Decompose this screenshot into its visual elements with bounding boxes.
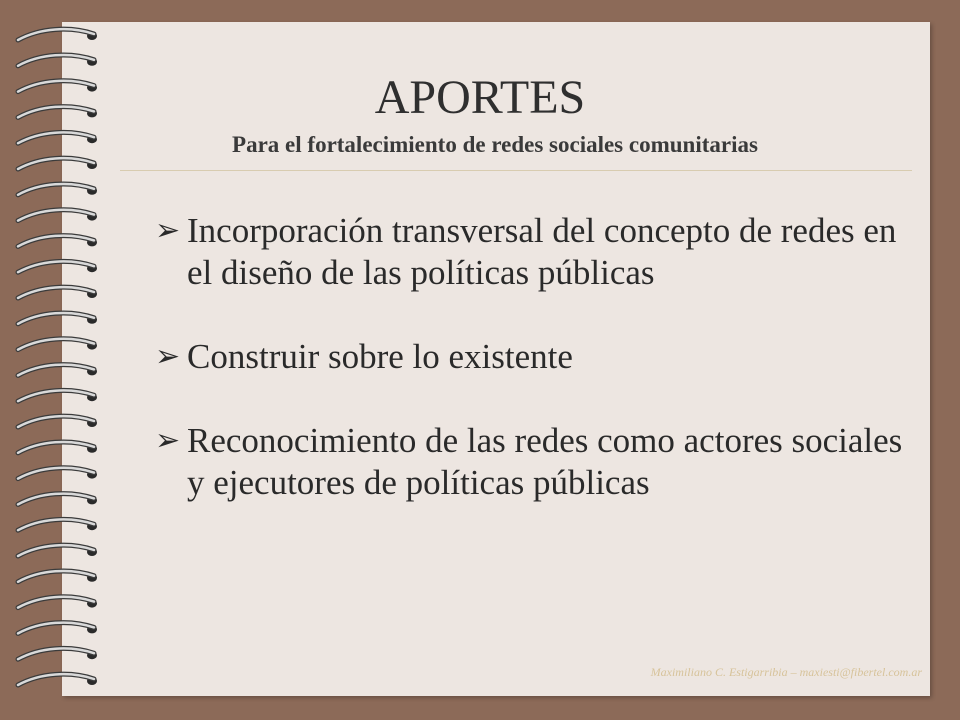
arrow-bullet-icon: ➢ — [155, 213, 181, 248]
spiral-ring-icon — [18, 442, 97, 453]
bullet-item — [155, 420, 925, 504]
spiral-ring-icon — [18, 519, 97, 530]
spiral-ring-icon — [18, 674, 97, 685]
bullet-text: Construir sobre lo existente — [187, 337, 573, 376]
slide-subtitle: Para el fortalecimiento de redes sociales comunitarias — [232, 132, 758, 157]
bullet-text: Reconocimiento de las redes como actores sociales y ejecutores de políticas públicas — [187, 421, 903, 502]
bullet-item — [155, 336, 925, 378]
spiral-ring-icon — [18, 545, 97, 556]
spiral-ring-icon — [18, 184, 97, 195]
spiral-ring-icon — [18, 416, 97, 427]
slide-title: APORTES — [374, 71, 586, 124]
spiral-ring-icon — [18, 287, 97, 298]
spiral-ring-icon — [18, 365, 97, 376]
spiral-ring-icon — [18, 494, 97, 505]
spiral-ring-icon — [18, 236, 97, 247]
slide-footer: Maximiliano C. Estigarribia – maxiesti@fibertel.com.ar — [650, 665, 922, 679]
bullet-text: Incorporación transversal del concepto de redes en el diseño de las políticas públicas — [187, 211, 897, 292]
spiral-ring-icon — [18, 29, 97, 40]
bullet-item — [155, 210, 925, 294]
spiral-ring-icon — [18, 390, 97, 401]
spiral-ring-icon — [18, 261, 97, 272]
spiral-ring-icon — [18, 55, 97, 66]
arrow-bullet-icon: ➢ — [155, 339, 181, 374]
spiral-ring-icon — [18, 597, 97, 608]
spiral-ring-icon — [18, 571, 97, 582]
spiral-ring-icon — [18, 313, 97, 324]
arrow-bullet-icon: ➢ — [155, 423, 181, 458]
spiral-ring-icon — [18, 623, 97, 634]
spiral-ring-icon — [18, 210, 97, 221]
spiral-ring-icon — [18, 648, 97, 659]
title-divider — [120, 170, 912, 171]
spiral-ring-icon — [18, 158, 97, 169]
spiral-ring-icon — [18, 468, 97, 479]
bullet-list — [155, 210, 925, 504]
spiral-ring-icon — [18, 339, 97, 350]
